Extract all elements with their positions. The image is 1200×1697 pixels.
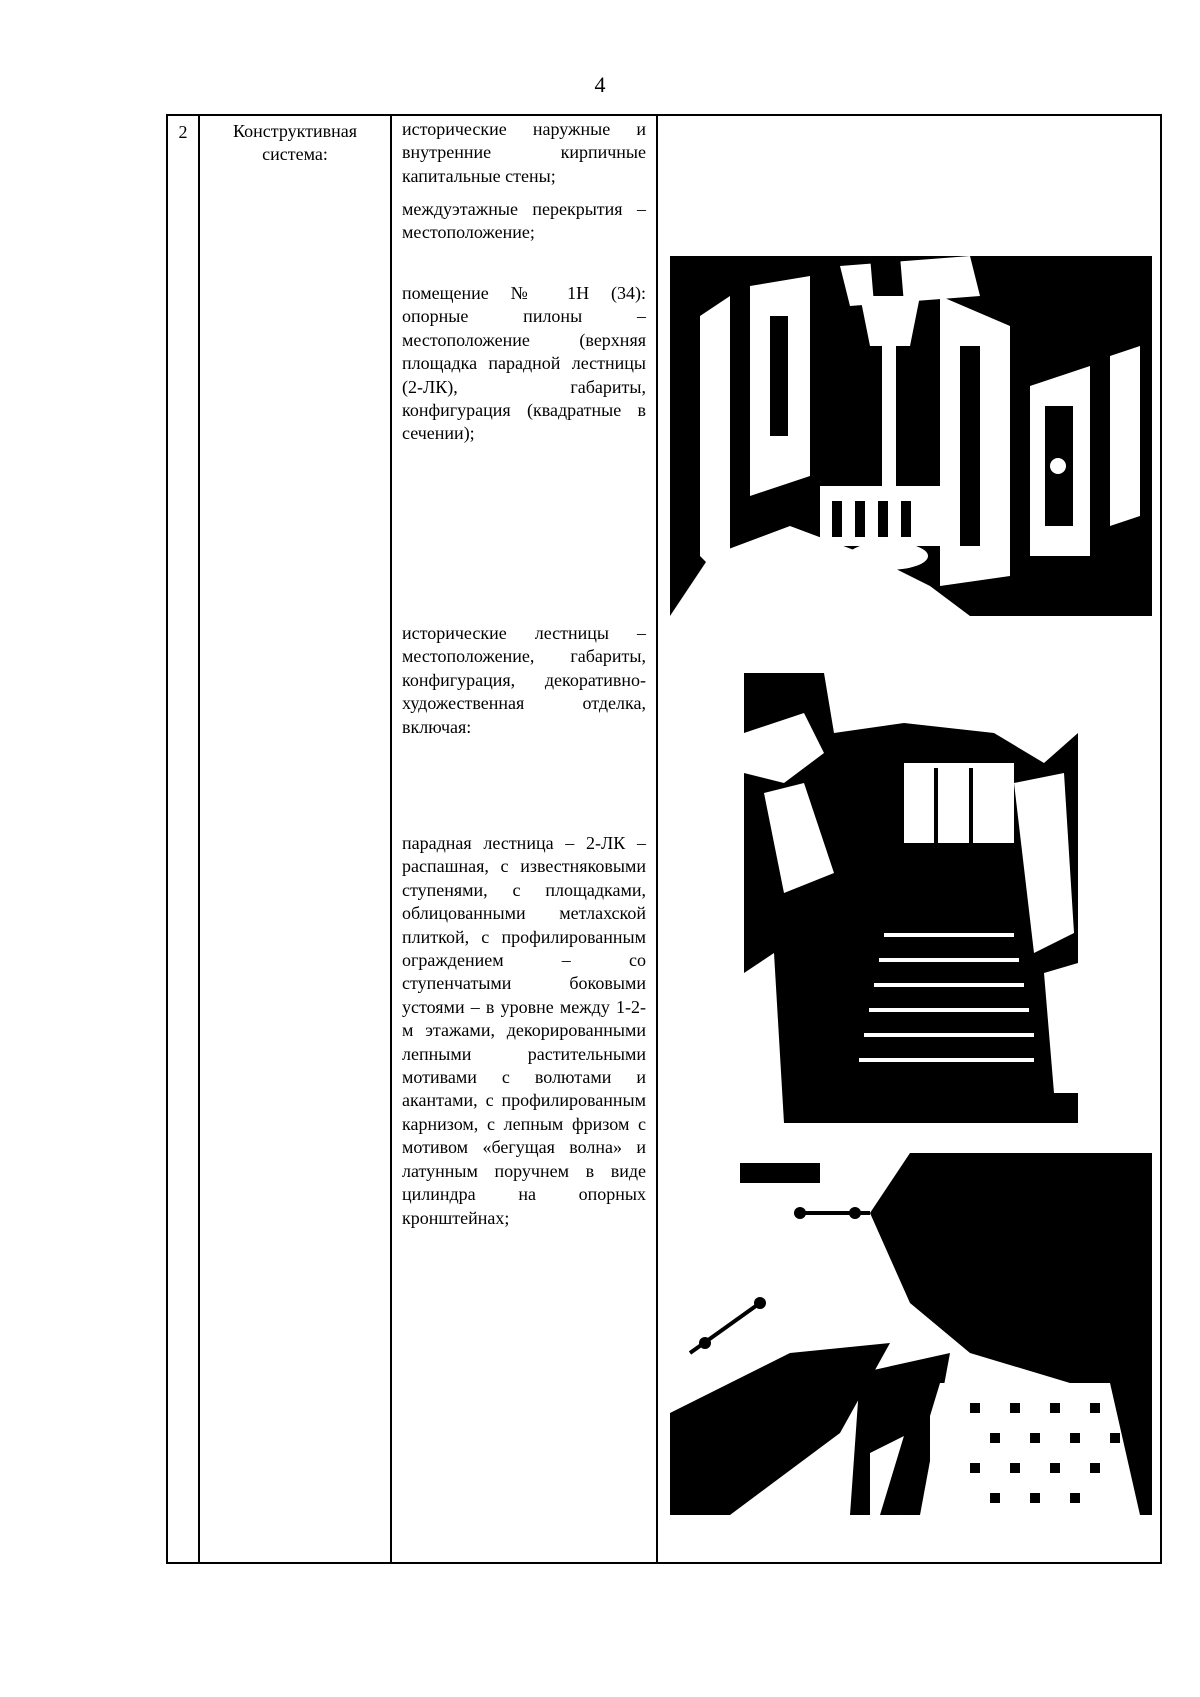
item-walls: исторические наружные и внутренние кирпичные капитальные стены; <box>402 119 646 186</box>
description-cell <box>391 115 657 1563</box>
page-number: 4 <box>594 72 606 97</box>
photo-cell <box>657 115 1161 1563</box>
heritage-table <box>166 114 1162 1564</box>
item-pylons: помещение № 1Н (34): опорные пилоны – местоположение (верхняя площадка парадной лестницы (2-ЛК), габариты, конфигурация (квадратные в сечении); <box>402 283 646 444</box>
table-row <box>167 115 1161 1563</box>
item-stairs: исторические лестницы – местоположение, габариты, конфигурация, декоративно-художественная отделка, включая: <box>402 623 646 737</box>
row-number: 2 <box>167 115 199 1563</box>
photo-staircase <box>744 673 1078 1123</box>
photo-railing-tiles <box>670 1153 1152 1515</box>
photo-landing-pylons <box>670 256 1152 616</box>
item-main-staircase: парадная лестница – 2-ЛК – распашная, с известняковыми ступенями, с площадками, облицованными метлахской плиткой, с профилированным ограждением – со ступенчатыми боковыми устоями – в уровне между 1-2-м этажами, декорированными лепными растительными мотивами с волютами и акантами, с профилированным карнизом, с лепным фризом с мотивом «бегущая волна» и латунным поручнем в виде цилиндра на опорных кронштейнах; <box>402 833 646 1228</box>
item-floors: междуэтажные перекрытия – местоположение; <box>402 199 646 243</box>
category-cell: Конструктивная система: <box>199 115 391 1563</box>
